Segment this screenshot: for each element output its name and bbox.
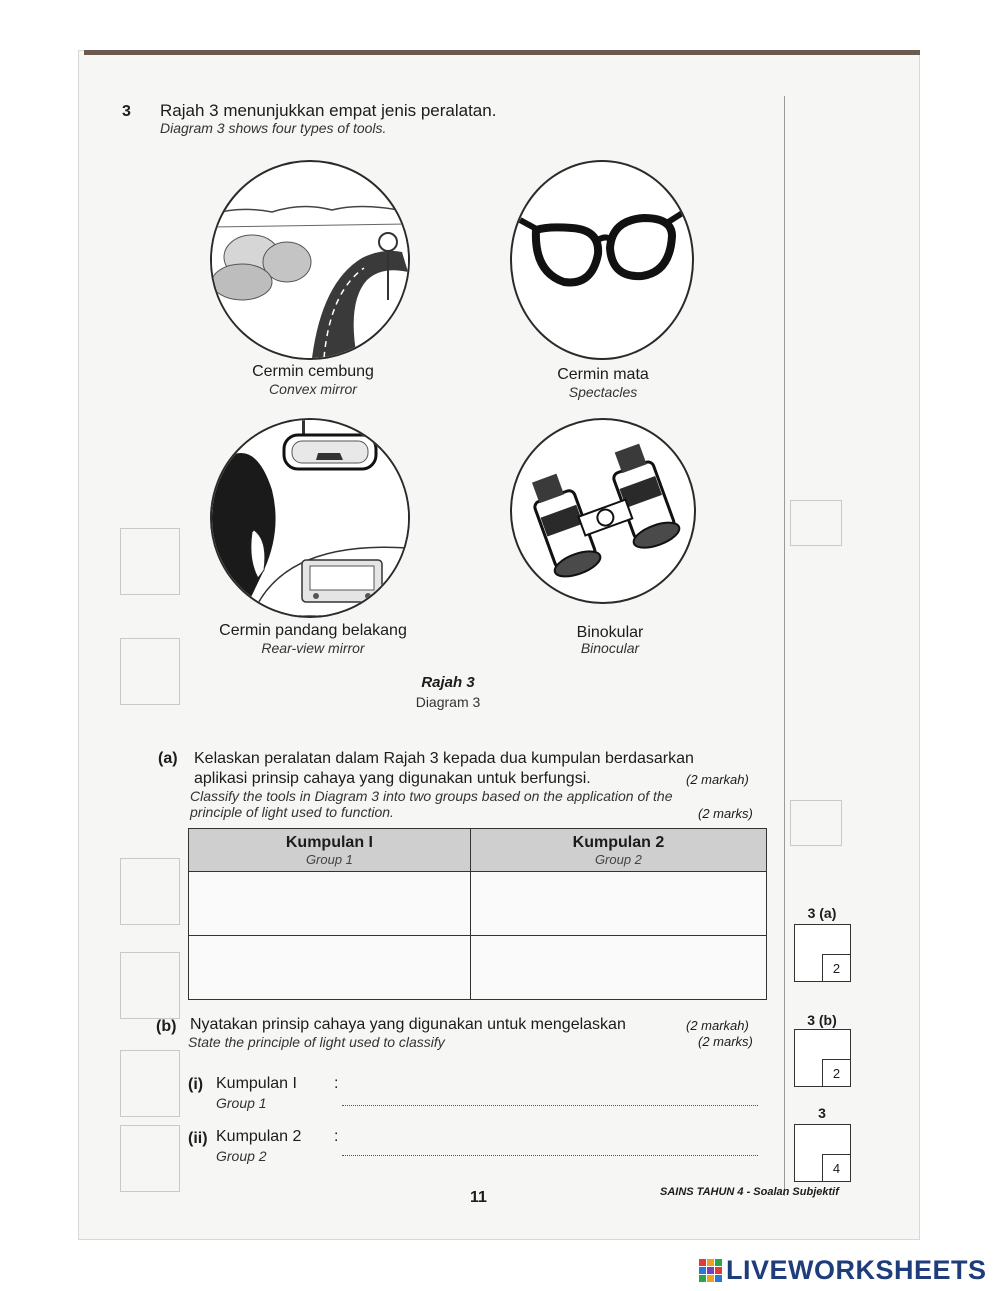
tool-name-ms: Binokular bbox=[576, 624, 644, 641]
tool-name-ms: Cermin cembung bbox=[252, 363, 374, 380]
page-top-edge bbox=[84, 50, 920, 55]
mark-box-3a bbox=[794, 924, 851, 982]
sub-item-name-en: Group 1 bbox=[216, 1095, 267, 1111]
tool-name-ms: Cermin pandang belakang bbox=[219, 622, 407, 639]
part-a-marks-ms: (2 markah) bbox=[686, 772, 749, 787]
tool-name-en: Spectacles bbox=[568, 384, 638, 400]
mark-box-max: 4 bbox=[822, 1154, 850, 1181]
convex-mirror-road-icon bbox=[210, 160, 410, 360]
group-1-answer-cell[interactable] bbox=[189, 936, 471, 1000]
bleed-box bbox=[120, 1125, 180, 1192]
sub-item-colon: : bbox=[334, 1075, 339, 1092]
part-b-marks-en: (2 marks) bbox=[698, 1034, 753, 1049]
group-2-heading-en: Group 2 bbox=[594, 851, 642, 867]
diagram-caption-en: Diagram 3 bbox=[415, 694, 481, 710]
sub-item-label: (i) bbox=[188, 1076, 204, 1093]
table-header-group-1 bbox=[189, 829, 471, 872]
group-1-heading-ms: Kumpulan I bbox=[285, 833, 373, 851]
page-number: 11 bbox=[470, 1189, 487, 1206]
mark-box-max: 2 bbox=[822, 954, 850, 981]
bleed-box bbox=[120, 858, 180, 925]
part-a-text-ms: Kelaskan peralatan dalam Rajah 3 kepada dua kumpulan berdasarkan bbox=[194, 750, 694, 767]
group-1-answer-cell[interactable] bbox=[189, 872, 471, 936]
watermark-text: LIVEWORKSHEETS bbox=[726, 1254, 987, 1285]
part-b-text-ms: Nyatakan prinsip cahaya yang digunakan untuk mengelaskan bbox=[190, 1016, 626, 1033]
logo-blocks-icon bbox=[699, 1259, 722, 1282]
mark-box-label: 3 (b) bbox=[807, 1012, 837, 1028]
sub-item-colon: : bbox=[334, 1128, 339, 1145]
group-2-answer-cell[interactable] bbox=[470, 936, 766, 1000]
part-a-text-ms: aplikasi prinsip cahaya yang digunakan untuk berfungsi. bbox=[194, 770, 591, 787]
bleed-box bbox=[790, 800, 842, 846]
rear-view-mirror-icon bbox=[210, 418, 410, 618]
question-title: Rajah 3 menunjukkan empat jenis peralatan. bbox=[160, 101, 497, 120]
mark-box-label: 3 (a) bbox=[807, 905, 837, 921]
question-number: 3 bbox=[122, 103, 131, 120]
diagram-caption-ms: Rajah 3 bbox=[421, 674, 475, 691]
binocular-icon bbox=[510, 418, 696, 604]
mark-box-label: 3 bbox=[818, 1105, 826, 1121]
tool-name-ms: Cermin mata bbox=[557, 366, 649, 383]
group-2-answer-cell[interactable] bbox=[470, 872, 766, 936]
right-margin-line bbox=[784, 96, 785, 1196]
bleed-box bbox=[790, 500, 842, 546]
question-subtitle: Diagram 3 shows four types of tools. bbox=[160, 120, 387, 136]
group-1-answer-line[interactable] bbox=[342, 1104, 758, 1106]
mark-box-3b bbox=[794, 1029, 851, 1087]
part-a-text-en: principle of light used to function. bbox=[190, 804, 394, 820]
sub-item-name-ms: Kumpulan I bbox=[216, 1075, 297, 1092]
part-a-marks-en: (2 marks) bbox=[698, 806, 753, 821]
part-b-marks-ms: (2 markah) bbox=[686, 1018, 749, 1033]
group-2-heading-ms: Kumpulan 2 bbox=[572, 833, 665, 851]
table-header-group-2 bbox=[470, 829, 766, 872]
mark-box-total bbox=[794, 1124, 851, 1182]
group-2-answer-line[interactable] bbox=[342, 1154, 758, 1156]
page-footer: SAINS TAHUN 4 - Soalan Subjektif bbox=[660, 1186, 839, 1198]
mark-box-max: 2 bbox=[822, 1059, 850, 1086]
sub-item-name-ms: Kumpulan 2 bbox=[216, 1128, 302, 1145]
bleed-box bbox=[120, 952, 180, 1019]
part-b-text-en: State the principle of light used to classify bbox=[188, 1034, 445, 1050]
spectacles-icon bbox=[510, 160, 694, 360]
tool-name-en: Rear-view mirror bbox=[261, 640, 365, 656]
bleed-box bbox=[120, 528, 180, 595]
tool-name-en: Binocular bbox=[580, 640, 640, 656]
sub-item-name-en: Group 2 bbox=[216, 1148, 267, 1164]
classification-table bbox=[188, 828, 767, 1000]
part-a-label: (a) bbox=[158, 750, 178, 767]
group-1-heading-en: Group 1 bbox=[305, 851, 353, 867]
part-a-text-en: Classify the tools in Diagram 3 into two groups based on the application of the bbox=[190, 788, 673, 804]
bleed-box bbox=[120, 1050, 180, 1117]
sub-item-label: (ii) bbox=[188, 1130, 208, 1147]
liveworksheets-logo bbox=[699, 1256, 987, 1284]
tool-name-en: Convex mirror bbox=[269, 381, 357, 397]
part-b-label: (b) bbox=[156, 1018, 177, 1035]
